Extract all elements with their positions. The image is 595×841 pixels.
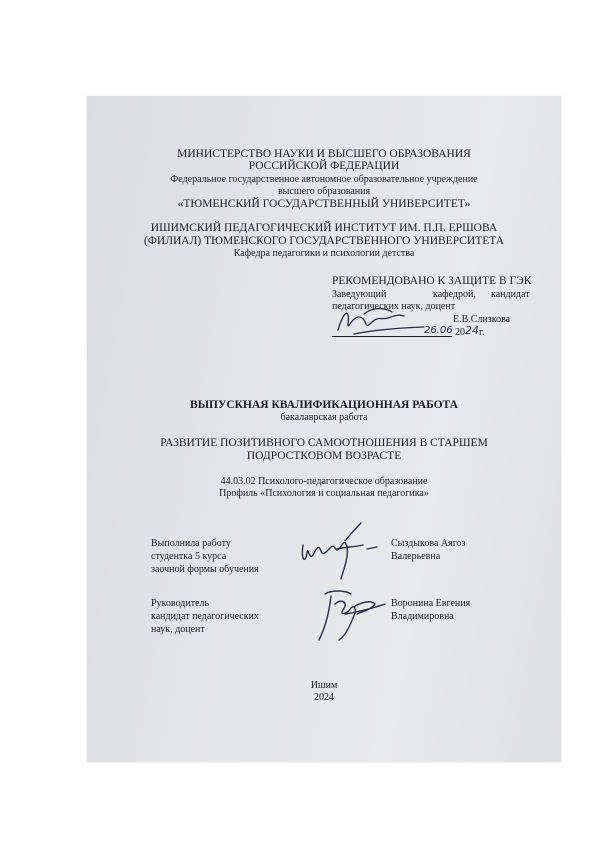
student-name-1: Сыздыкова Аягоз [391,538,466,549]
student-role-3: заочной формы обучения [151,564,259,575]
work-type: ВЫПУСКНАЯ КВАЛИФИКАЦИОННАЯ РАБОТА [190,399,458,411]
approval-line-2: педагогических наук, доцент [332,301,456,312]
supervisor-signature [311,584,395,644]
handwritten-year: 24 [465,324,479,337]
year-prefix: 20 [455,327,465,338]
city: Ишим [310,680,338,691]
university-name: «ТЮМЕНСКИЙ ГОСУДАРСТВЕННЫЙ УНИВЕРСИТЕТ» [177,198,471,210]
approval-title: РЕКОМЕНДОВАНО К ЗАЩИТЕ В ГЭК [332,275,532,287]
department-name: Кафедра педагогики и психологии детства [233,248,415,259]
approval-word-3: кандидат [491,289,530,300]
supervisor-name-2: Владимировна [391,611,454,622]
document-page [87,96,561,762]
work-title-line-2: ПОДРОСТКОВОМ ВОЗРАСТЕ [246,450,402,462]
program-code: 44.03.02 Психолого-педагогическое образование [220,476,428,487]
student-role-1: Выполнила работу [151,538,231,549]
profile-name: Профиль «Психология и социальная педагогика» [219,488,429,499]
approval-word-1: Заведующий [332,289,387,300]
approval-word-2: кафедрой, [433,289,476,300]
student-name-2: Валерьевна [391,551,441,562]
handwritten-date: 26.06 [424,325,453,336]
student-role-2: студентка 5 курса [151,551,227,562]
institute-line-2: (ФИЛИАЛ) ТЮМЕНСКОГО ГОСУДАРСТВЕННОГО УНИВЕРСИТЕТА [143,235,505,247]
year-suffix: г. [479,327,485,338]
approval-signer: Е.В.Слизкова [453,314,511,325]
federal-line-1: Федеральное государственное автономное образовательное учреждение [170,174,478,185]
supervisor-role-1: Руководитель [151,598,210,609]
head-signature [334,300,429,340]
supervisor-name-1: Воронина Евгения [391,598,471,609]
ministry-line-2: РОССИЙСКОЙ ФЕДЕРАЦИИ [248,160,400,172]
institute-line-1: ИШИМСКИЙ ПЕДАГОГИЧЕСКИЙ ИНСТИТУТ ИМ. П.П. ЕРШОВА [150,222,498,234]
year: 2024 [314,692,334,703]
work-title-line-1: РАЗВИТИЕ ПОЗИТИВНОГО САМООТНОШЕНИЯ В СТАРШЕМ [160,437,488,449]
federal-line-2: высшего образования [277,186,371,197]
ministry-line-1: МИНИСТЕРСТВО НАУКИ И ВЫСШЕГО ОБРАЗОВАНИЯ [177,148,471,160]
supervisor-role-2: кандидат педагогических [151,611,259,622]
student-signature [297,521,387,583]
work-level: бакалаврская работа [280,412,368,423]
supervisor-role-3: наук, доцент [151,624,205,635]
